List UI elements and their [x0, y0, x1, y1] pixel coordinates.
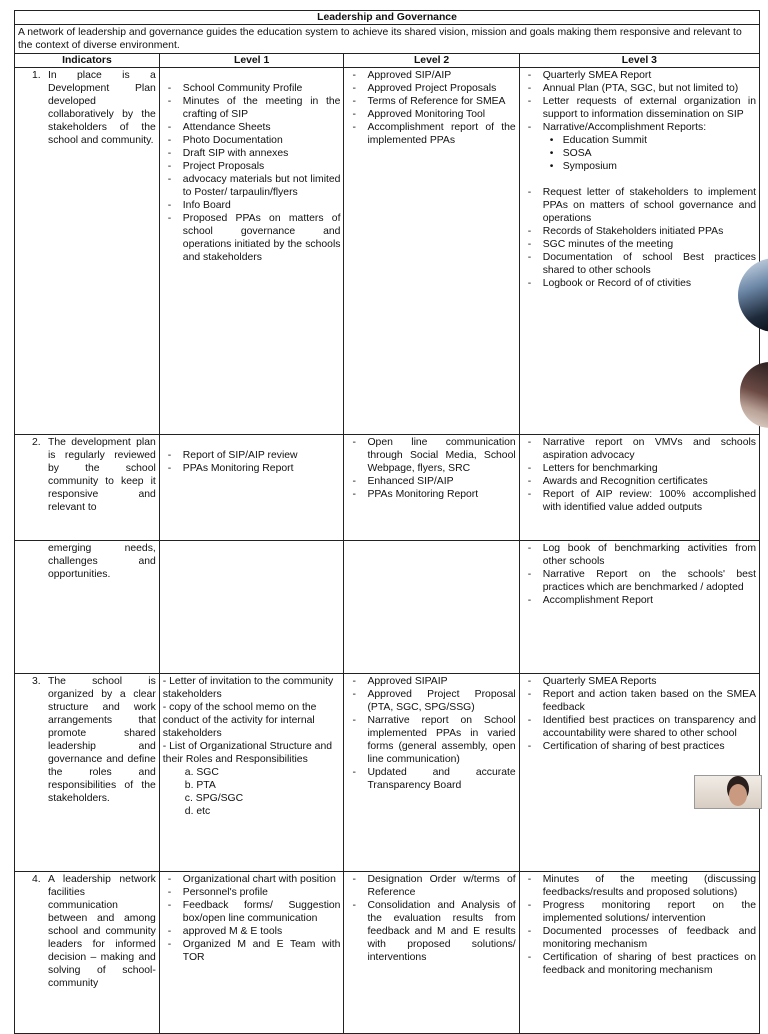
indicator-cell [15, 674, 160, 872]
level2-cell [344, 674, 519, 872]
indicator-text: The school is organized by a clear structure and work arrangements that promote shared leadership and governance and define the roles and responsibilities of the stakeholders. [48, 676, 156, 804]
table-row [15, 68, 760, 435]
list-item: - approved M & E tools [163, 925, 341, 938]
list-item: • Symposium [543, 160, 756, 173]
list-item: - Organizational chart with position [163, 873, 341, 886]
leadership-governance-table [14, 10, 760, 1034]
level2-cell [344, 541, 519, 674]
table-row [15, 872, 760, 1034]
list-item: - Narrative report on School implemented PPAs in varied forms (general assembly, open line communication) [347, 714, 515, 766]
table-row [15, 541, 760, 674]
list-item: - Log book of benchmarking activities from other schools [523, 542, 756, 568]
list-item: - Letters for benchmarking [523, 462, 756, 475]
indicator-cell [15, 541, 160, 674]
list-item: - Approved Project Proposal (PTA, SGC, SPG/SSG) [347, 688, 515, 714]
list-item: - Report of AIP review: 100% accomplished with identified value added outputs [523, 488, 756, 514]
list-item: - PPAs Monitoring Report [347, 488, 515, 501]
list-item: • Education Summit [543, 134, 756, 147]
list-item: - Report of SIP/AIP review [163, 449, 341, 462]
list-item: - Quarterly SMEA Report [523, 69, 756, 82]
list-item: - School Community Profile [163, 82, 341, 95]
list-item: - Letter requests of external organization in support to information dissemination on SIP [523, 95, 756, 121]
list-item: - Info Board [163, 199, 341, 212]
level2-cell [344, 68, 519, 435]
list-item: - Annual Plan (PTA, SGC, but not limited to) [523, 82, 756, 95]
indicator-text: In place is a Development Plan developed collaboratively by the stakeholders of the school and community. [48, 70, 156, 146]
list-item: - copy of the school memo on the conduct of the activity for internal stakeholders [162, 702, 317, 739]
list-item: - Accomplishment Report [523, 594, 756, 607]
header-level-1: Level 1 [159, 54, 344, 68]
list-item: - Certification of sharing of best practices [523, 740, 756, 753]
level3-cell [519, 68, 759, 435]
list-item: - Report and action taken based on the SMEA feedback [523, 688, 756, 714]
list-item: - Logbook or Record of of ctivities [523, 277, 756, 290]
list-item: - Awards and Recognition certificates [523, 475, 756, 488]
level3-cell [519, 872, 759, 1034]
level3-cell [519, 541, 759, 674]
list-item: - Terms of Reference for SMEA [347, 95, 515, 108]
list-item: - Request letter of stakeholders to implement PPAs on matters of school governance and operations [523, 186, 756, 225]
list-item: b. PTA [184, 780, 216, 791]
list-item: - Photo Documentation [163, 134, 341, 147]
list-item: - PPAs Monitoring Report [163, 462, 341, 475]
indicator-cell [15, 872, 160, 1034]
header-level-2: Level 2 [344, 54, 519, 68]
list-item: - List of Organizational Structure and their Roles and Responsibilities [162, 741, 333, 765]
level1-cell [159, 541, 344, 674]
list-item: - Approved Project Proposals [347, 82, 515, 95]
list-item: c. SPG/SGC [184, 793, 244, 804]
list-item: - Accomplishment report of the implemented PPAs [347, 121, 515, 147]
level1-cell [159, 435, 344, 541]
level1-cell [159, 674, 344, 872]
list-item: - Minutes of the meeting in the crafting of SIP [163, 95, 341, 121]
list-item: - Identified best practices on transparency and accountability were shared to other school [523, 714, 756, 740]
list-item: - Approved SIP/AIP [347, 69, 515, 82]
indicator-text: A leadership network facilities communication between and among school and community leaders for informed decision – making and solving of school-community [48, 874, 156, 989]
list-item: - Letter of invitation to the community stakeholders [162, 676, 334, 700]
list-item: - Project Proposals [163, 160, 341, 173]
list-item: - Narrative/Accomplishment Reports: [523, 121, 756, 134]
list-item: - Approved SIPAIP [347, 675, 515, 688]
header-level-3: Level 3 [519, 54, 759, 68]
indicator-number: 4. [32, 874, 41, 885]
table-row [15, 435, 760, 541]
header-indicators: Indicators [15, 54, 160, 68]
list-item: - Consolidation and Analysis of the evaluation results from feedback and M and E results with proposed solutions/ interventions [347, 899, 515, 964]
indicator-text: The development plan is regularly reviewed by the school community to keep it responsive and relevant to [48, 437, 156, 513]
list-item: - Narrative report on VMVs and schools aspiration advocacy [523, 436, 756, 462]
indicator-number: 2. [32, 437, 41, 448]
list-item: - Draft SIP with annexes [163, 147, 341, 160]
list-item: - Minutes of the meeting (discussing feedbacks/results and proposed solutions) [523, 873, 756, 899]
level2-cell [344, 872, 519, 1034]
webcam-thumbnail [694, 775, 762, 809]
list-item: - Quarterly SMEA Reports [523, 675, 756, 688]
table-row [15, 674, 760, 872]
list-item: - Narrative Report on the schools' best practices which are benchmarked / adopted [523, 568, 756, 594]
indicator-number: 1. [32, 70, 41, 81]
list-item: d. etc [184, 806, 211, 817]
list-item: - SGC minutes of the meeting [523, 238, 756, 251]
list-item: - Documentation of school Best practices shared to other schools [523, 251, 756, 277]
list-item: - Records of Stakeholders initiated PPAs [523, 225, 756, 238]
list-item: - Organized M and E Team with TOR [163, 938, 341, 964]
level1-cell [159, 872, 344, 1034]
list-item: - Personnel's profile [163, 886, 341, 899]
list-item: - Documented processes of feedback and monitoring mechanism [523, 925, 756, 951]
list-item: - Feedback forms/ Suggestion box/open line communication [163, 899, 341, 925]
intro-text: A network of leadership and governance guides the education system to achieve its shared vision, mission and goals making them responsive and relevant to the context of diverse environment. [15, 25, 760, 54]
list-item: - Proposed PPAs on matters of school governance and operations initiated by the schools and stakeholders [163, 212, 341, 264]
webcam-person-icon [729, 784, 747, 806]
indicator-text: emerging needs, challenges and opportunities. [48, 543, 156, 580]
list-item: a. SGC [184, 767, 219, 778]
level1-cell [159, 68, 344, 435]
list-item: • SOSA [543, 147, 756, 160]
list-item: - Certification of sharing of best practices on feedback and monitoring mechanism [523, 951, 756, 977]
level3-cell [519, 435, 759, 541]
level3-cell [519, 674, 759, 872]
list-item: - Approved Monitoring Tool [347, 108, 515, 121]
level2-cell [344, 435, 519, 541]
indicator-number: 3. [32, 676, 41, 687]
header-row [15, 54, 760, 68]
list-item: - Designation Order w/terms of Reference [347, 873, 515, 899]
list-item: - Attendance Sheets [163, 121, 341, 134]
table-title: Leadership and Governance [15, 11, 760, 25]
list-item: - Open line communication through Social Media, School Webpage, flyers, SRC [347, 436, 515, 475]
indicator-cell [15, 68, 160, 435]
indicator-cell [15, 435, 160, 541]
list-item: - Progress monitoring report on the implemented solutions/ intervention [523, 899, 756, 925]
list-item: - Enhanced SIP/AIP [347, 475, 515, 488]
list-item: - advocacy materials but not limited to Poster/ tarpaulin/flyers [163, 173, 341, 199]
list-item: - Updated and accurate Transparency Board [347, 766, 515, 792]
